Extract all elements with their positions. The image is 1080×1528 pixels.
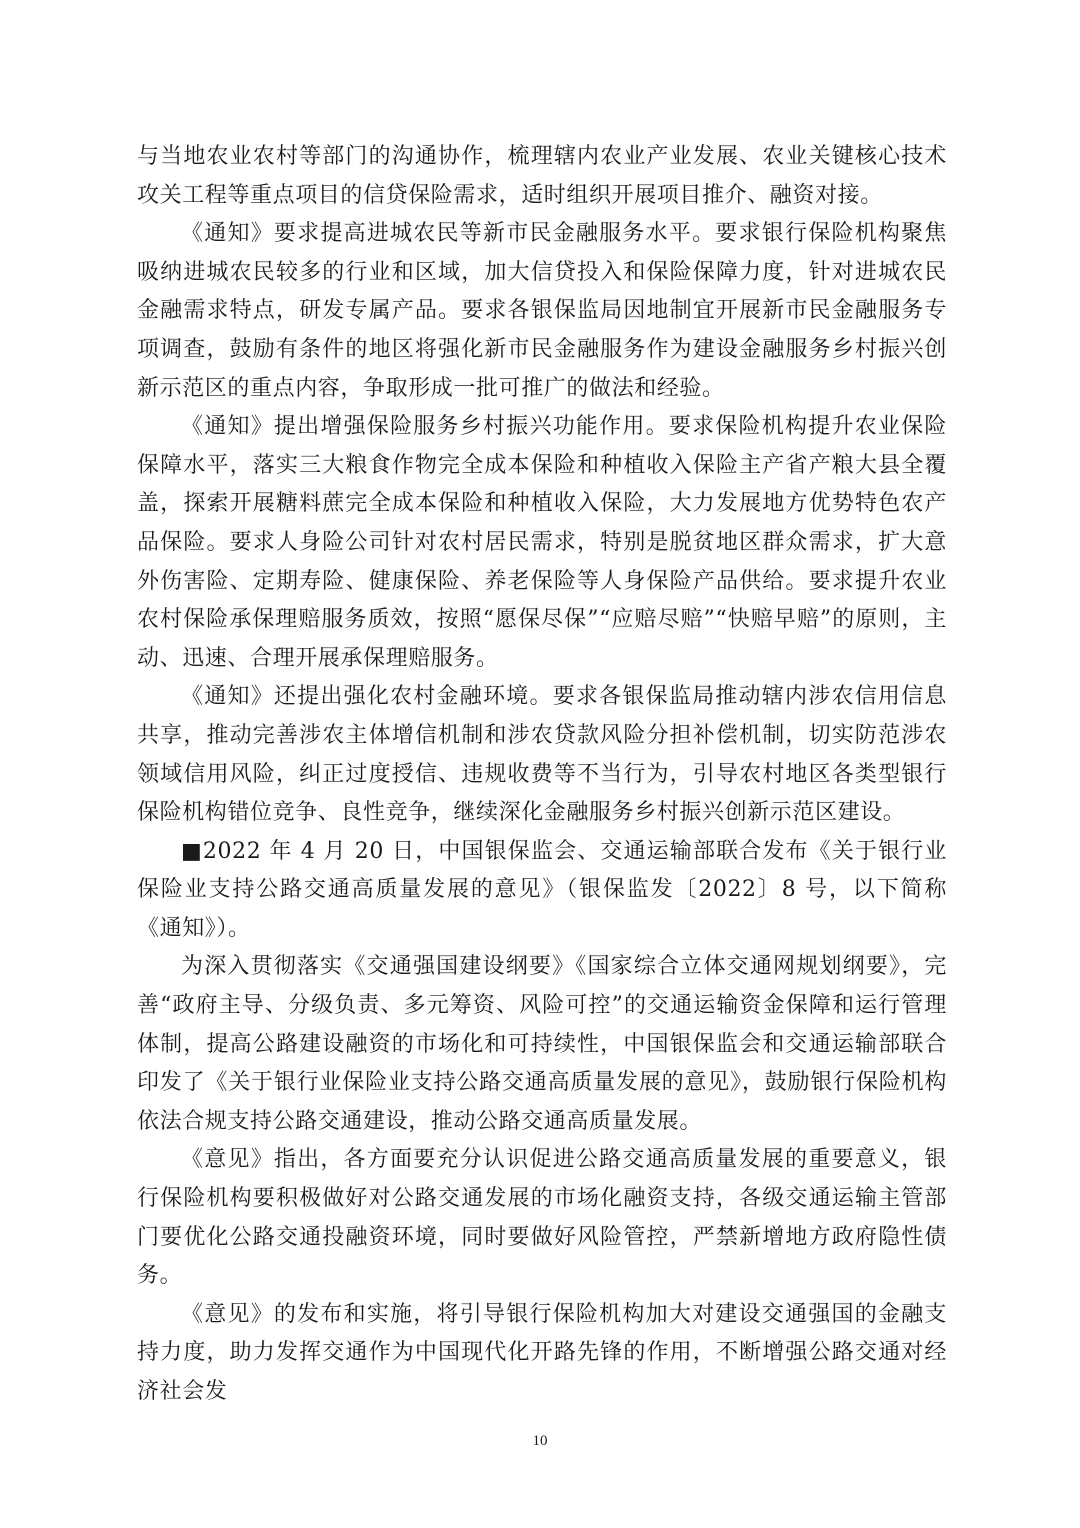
paragraph-continued: 与当地农业农村等部门的沟通协作，梳理辖内农业产业发展、农业关键核心技术攻关工程等重点项目的信贷保险需求，适时组织开展项目推介、融资对接。 <box>137 144 947 208</box>
page-number: 10 <box>532 1433 548 1449</box>
paragraph-rural-financial-environment: 《通知》还提出强化农村金融环境。要求各银保监局推动辖内涉农信用信息共享，推动完善涉农主体增信机制和涉农贷款风险分担补偿机制，切实防范涉农领域信用风险，纠正过度授信、违规收费等不当行为，引导农村地区各类型银行保险机构错位竞争、良性竞争，继续深化金融服务乡村振兴创新示范区建设。 <box>137 684 947 826</box>
paragraph-highway-opinion-announcement: ■2022 年 4 月 20 日，中国银保监会、交通运输部联合发布《关于银行业保险业支持公路交通高质量发展的意见》（银保监发〔2022〕8 号，以下简称《通知》）。 <box>137 838 947 941</box>
paragraph-insurance-rural-revitalization: 《通知》提出增强保险服务乡村振兴功能作用。要求保险机构提升农业保险保障水平，落实三大粮食作物完全成本保险和种植收入保险主产省产粮大县全覆盖，探索开展糖料蔗完全成本保险和种植收入保险，大力发展地方优势特色农产品保险。要求人身险公司针对农村居民需求，特别是脱贫地区群众需求，扩大意外伤害险、定期寿险、健康保险、养老保险等人身保险产品供给。要求提升农业农村保险承保理赔服务质效，按照“愿保尽保”“应赔尽赔”“快赔早赔”的原则，主动、迅速、合理开展承保理赔服务。 <box>137 414 947 671</box>
paragraph-opinion-impact: 《意见》的发布和实施，将引导银行保险机构加大对建设交通强国的金融支持力度，助力发挥交通作为中国现代化开路先锋的作用，不断增强公路交通对经济社会发 <box>137 1301 947 1404</box>
document-body <box>137 138 947 1412</box>
paragraph-opinion-points: 《意见》指出，各方面要充分认识促进公路交通高质量发展的重要意义，银行保险机构要积极做好对公路交通发展的市场化融资支持，各级交通运输主管部门要优化公路交通投融资环境，同时要做好风险管控，严禁新增地方政府隐性债务。 <box>137 1147 947 1289</box>
paragraph-highway-opinion-background: 为深入贯彻落实《交通强国建设纲要》《国家综合立体交通网规划纲要》，完善“政府主导、分级负责、多元筹资、风险可控”的交通运输资金保障和运行管理体制，提高公路建设融资的市场化和可持续性，中国银保监会和交通运输部联合印发了《关于银行业保险业支持公路交通高质量发展的意见》，鼓励银行保险机构依法合规支持公路交通建设，推动公路交通高质量发展。 <box>137 954 947 1134</box>
paragraph-new-citizen-services: 《通知》要求提高进城农民等新市民金融服务水平。要求银行保险机构聚焦吸纳进城农民较多的行业和区域，加大信贷投入和保险保障力度，针对进城农民金融需求特点，研发专属产品。要求各银保监局因地制宜开展新市民金融服务专项调查，鼓励有条件的地区将强化新市民金融服务作为建设金融服务乡村振兴创新示范区的重点内容，争取形成一批可推广的做法和经验。 <box>137 221 947 401</box>
